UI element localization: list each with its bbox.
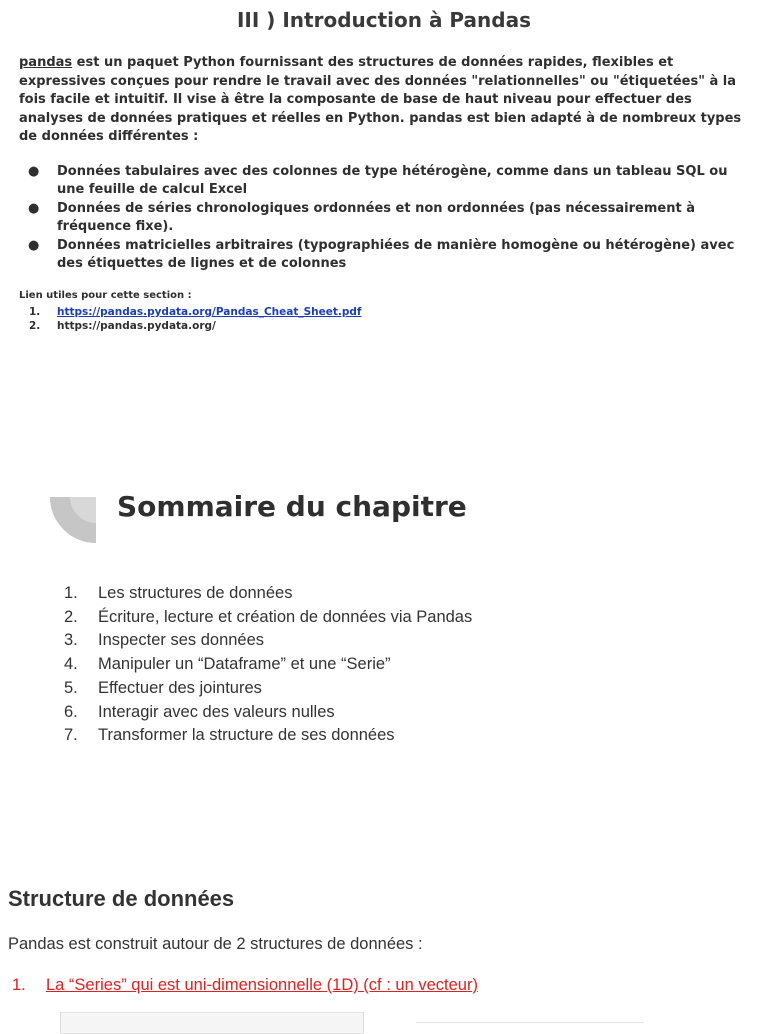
- item-text: Transformer la structure de ses données: [98, 726, 395, 745]
- item-text: Les structures de données: [98, 584, 293, 602]
- structures-list: [12, 976, 478, 995]
- decorative-quarter-circle-icon: [50, 497, 96, 543]
- bullet-icon: ●: [28, 201, 40, 216]
- item-number: 6.: [64, 702, 78, 721]
- list-item: [19, 200, 739, 236]
- link-number: 1.: [29, 306, 41, 318]
- item-number: 4.: [64, 655, 78, 674]
- item-number: 3.: [64, 631, 78, 650]
- item-number: 5.: [64, 678, 78, 697]
- list-item: [64, 724, 472, 748]
- list-item: [19, 163, 739, 199]
- bullet-icon: ●: [28, 238, 40, 253]
- list-item: [64, 629, 472, 653]
- list-item: [64, 653, 472, 677]
- divider: [416, 1022, 644, 1023]
- item-text: Manipuler un “Dataframe” et une “Serie”: [98, 655, 391, 674]
- list-item: [64, 677, 472, 701]
- intro-paragraph: [19, 54, 744, 147]
- list-item: [64, 606, 472, 630]
- list-item: [19, 305, 362, 319]
- bullet-text: Données tabulaires avec des colonnes de type hétérogène, comme dans un tableau SQL ou une feuille de calcul Excel: [57, 164, 728, 197]
- summary-list: [64, 582, 472, 748]
- item-text: Inspecter ses données: [98, 631, 265, 650]
- link-number: 2.: [29, 320, 41, 332]
- summary-title: Sommaire du chapitre: [117, 490, 467, 523]
- features-list: [19, 163, 739, 274]
- section-text: Pandas est construit autour de 2 structures de données :: [8, 935, 423, 953]
- item-text: Interagir avec des valeurs nulles: [98, 702, 335, 721]
- pandas-site-link[interactable]: https://pandas.pydata.org/: [57, 320, 216, 332]
- item-text: Effectuer des jointures: [98, 678, 262, 697]
- bullet-text: Données de séries chronologiques ordonnées et non ordonnées (pas nécessairement à fréquence fixe).: [57, 201, 695, 234]
- bullet-text: Données matricielles arbitraires (typographiées de manière homogène ou hétérogène) avec des étiquettes de lignes et de colonnes: [57, 238, 735, 271]
- list-item: [19, 319, 362, 333]
- item-number: 7.: [64, 726, 78, 745]
- list-item: [19, 237, 739, 273]
- item-number: 1.: [64, 584, 78, 602]
- code-block: [60, 1012, 364, 1034]
- bullet-icon: ●: [28, 164, 40, 179]
- list-item: [64, 582, 472, 606]
- links-heading: Lien utiles pour cette section :: [19, 290, 192, 301]
- page-title: III ) Introduction à Pandas: [236, 8, 532, 32]
- links-list: [19, 305, 362, 333]
- series-link[interactable]: La “Series” qui est uni-dimensionnelle (1D) (cf : un vecteur): [46, 976, 478, 994]
- list-item[interactable]: [12, 976, 478, 995]
- intro-text: est un paquet Python fournissant des structures de données rapides, flexibles et expressives conçues pour rendre le travail avec des données "relationnelles" ou "étiquetées" à la fois facile et intuitif. Il vise à être la composante de base de haut niveau pour effectuer des analyses de données pratiques et réelles en Python. pandas est bien adapté à de nombreux types de données différentes :: [19, 55, 742, 144]
- item-text: Écriture, lecture et création de données via Pandas: [98, 607, 473, 626]
- item-number: 2.: [64, 607, 78, 626]
- cheat-sheet-link[interactable]: https://pandas.pydata.org/Pandas_Cheat_Sheet.pdf: [57, 306, 362, 318]
- item-number: 1.: [12, 976, 26, 994]
- section-title: Structure de données: [8, 886, 235, 911]
- list-item: [64, 701, 472, 725]
- intro-lead: pandas: [19, 55, 73, 70]
